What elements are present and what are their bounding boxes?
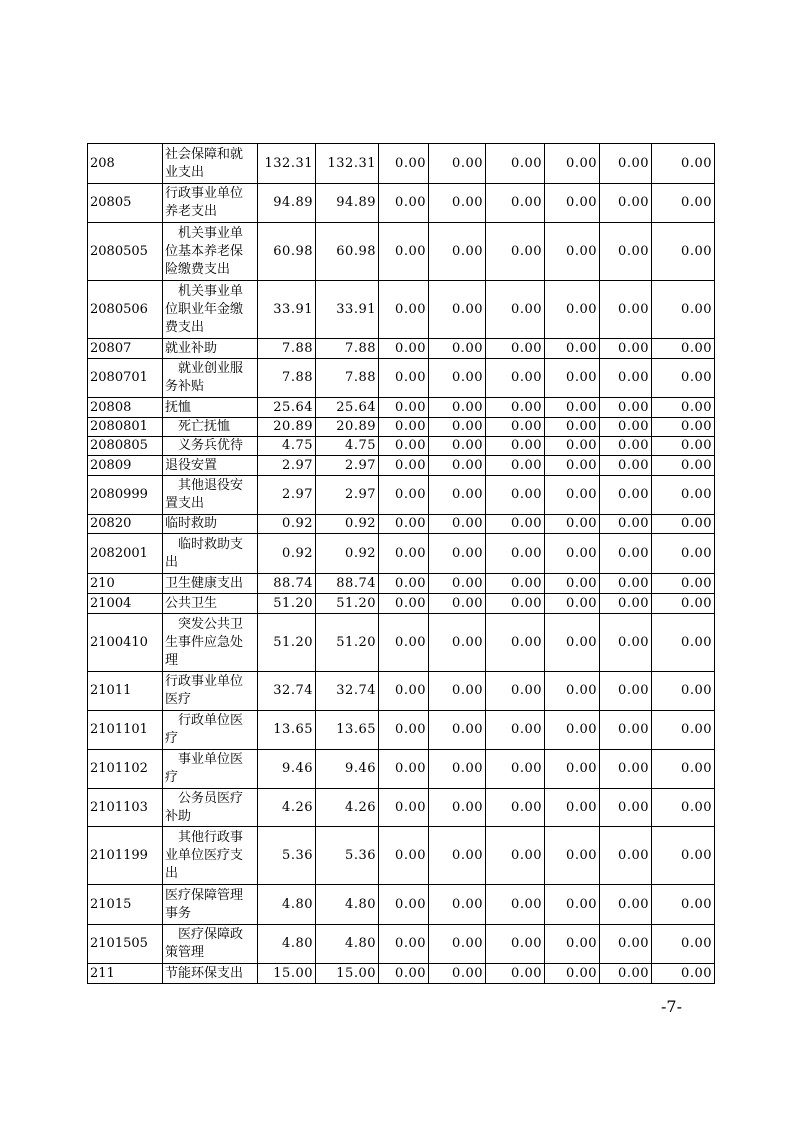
subject-code-cell: 2080801 [88,418,163,437]
amount-cell: 0.00 [545,339,600,359]
amount-cell: 94.89 [316,184,379,223]
subject-name-cell: 社会保障和就业支出 [163,144,258,184]
table-row [88,925,715,964]
subject-name-cell: 公共卫生 [163,594,258,614]
table-row [88,515,715,534]
subject-code-cell: 2080805 [88,437,163,456]
amount-cell: 0.00 [545,223,600,281]
amount-cell: 0.00 [486,672,545,711]
amount-cell: 32.74 [316,672,379,711]
amount-cell: 0.00 [379,418,429,437]
amount-cell: 0.00 [600,885,652,925]
amount-cell: 0.00 [652,925,715,964]
amount-cell: 0.00 [429,476,486,515]
amount-cell: 0.00 [379,614,429,672]
amount-cell: 0.00 [429,398,486,418]
amount-cell: 0.00 [379,184,429,223]
amount-cell: 0.92 [316,515,379,534]
amount-cell: 20.89 [258,418,316,437]
subject-code-cell: 20808 [88,398,163,418]
table-row [88,827,715,885]
amount-cell: 0.00 [652,885,715,925]
amount-cell: 0.00 [652,418,715,437]
amount-cell: 0.00 [379,398,429,418]
amount-cell: 0.00 [486,223,545,281]
subject-code-cell: 21011 [88,672,163,711]
amount-cell: 0.00 [652,281,715,339]
amount-cell: 132.31 [316,144,379,184]
amount-cell: 0.00 [486,574,545,594]
amount-cell: 0.00 [486,515,545,534]
amount-cell: 0.00 [486,398,545,418]
amount-cell: 0.00 [600,437,652,456]
amount-cell: 0.00 [379,534,429,574]
subject-code-cell: 2080701 [88,359,163,398]
table-row [88,437,715,456]
amount-cell: 0.00 [545,711,600,750]
table-row [88,223,715,281]
amount-cell: 0.00 [545,574,600,594]
budget-table [87,143,715,984]
amount-cell: 0.00 [429,574,486,594]
subject-code-cell: 20805 [88,184,163,223]
amount-cell: 0.00 [652,476,715,515]
amount-cell: 0.00 [600,184,652,223]
subject-code-cell: 2082001 [88,534,163,574]
subject-name-cell: 义务兵优待 [163,437,258,456]
amount-cell: 4.26 [316,789,379,827]
amount-cell: 25.64 [258,398,316,418]
amount-cell: 0.00 [379,281,429,339]
subject-code-cell: 2101102 [88,750,163,789]
subject-code-cell: 21015 [88,885,163,925]
amount-cell: 25.64 [316,398,379,418]
amount-cell: 0.00 [429,672,486,711]
amount-cell: 0.00 [600,574,652,594]
amount-cell: 4.80 [258,925,316,964]
amount-cell: 33.91 [258,281,316,339]
subject-code-cell: 2080505 [88,223,163,281]
subject-code-cell: 208 [88,144,163,184]
amount-cell: 0.92 [258,534,316,574]
amount-cell: 60.98 [258,223,316,281]
amount-cell: 0.00 [486,359,545,398]
amount-cell: 0.00 [429,925,486,964]
subject-name-cell: 卫生健康支出 [163,574,258,594]
amount-cell: 0.00 [545,437,600,456]
amount-cell: 0.00 [429,827,486,885]
amount-cell: 0.00 [545,594,600,614]
amount-cell: 0.00 [545,750,600,789]
amount-cell: 0.00 [600,789,652,827]
subject-code-cell: 2101199 [88,827,163,885]
subject-code-cell: 210 [88,574,163,594]
budget-table-body [88,144,715,984]
amount-cell: 0.00 [652,594,715,614]
amount-cell: 0.00 [600,144,652,184]
amount-cell: 0.00 [652,711,715,750]
amount-cell: 2.97 [258,476,316,515]
amount-cell: 0.00 [429,359,486,398]
table-row [88,359,715,398]
amount-cell: 0.00 [652,964,715,984]
amount-cell: 60.98 [316,223,379,281]
amount-cell: 0.00 [600,614,652,672]
amount-cell: 5.36 [316,827,379,885]
amount-cell: 0.00 [429,711,486,750]
amount-cell: 0.00 [545,281,600,339]
amount-cell: 0.00 [652,437,715,456]
amount-cell: 0.00 [545,885,600,925]
subject-name-cell: 事业单位医疗 [163,750,258,789]
amount-cell: 0.00 [545,398,600,418]
amount-cell: 0.00 [600,750,652,789]
amount-cell: 7.88 [316,339,379,359]
table-row [88,711,715,750]
amount-cell: 0.00 [379,885,429,925]
amount-cell: 4.75 [316,437,379,456]
table-row [88,964,715,984]
amount-cell: 0.00 [545,359,600,398]
amount-cell: 0.00 [600,672,652,711]
amount-cell: 0.00 [545,925,600,964]
amount-cell: 0.00 [429,964,486,984]
subject-name-cell: 就业补助 [163,339,258,359]
amount-cell: 0.00 [429,594,486,614]
amount-cell: 0.00 [652,339,715,359]
amount-cell: 0.00 [429,223,486,281]
subject-code-cell: 2101103 [88,789,163,827]
amount-cell: 51.20 [316,594,379,614]
amount-cell: 0.00 [379,711,429,750]
amount-cell: 0.00 [379,574,429,594]
subject-name-cell: 临时救助支出 [163,534,258,574]
amount-cell: 0.00 [600,964,652,984]
amount-cell: 33.91 [316,281,379,339]
amount-cell: 4.26 [258,789,316,827]
amount-cell: 132.31 [258,144,316,184]
subject-name-cell: 行政事业单位养老支出 [163,184,258,223]
amount-cell: 0.00 [600,359,652,398]
table-row [88,614,715,672]
amount-cell: 2.97 [316,476,379,515]
subject-code-cell: 2100410 [88,614,163,672]
amount-cell: 51.20 [316,614,379,672]
table-row [88,885,715,925]
amount-cell: 0.00 [545,534,600,574]
amount-cell: 0.00 [486,184,545,223]
amount-cell: 20.89 [316,418,379,437]
amount-cell: 9.46 [316,750,379,789]
amount-cell: 51.20 [258,594,316,614]
amount-cell: 0.00 [545,456,600,476]
amount-cell: 0.00 [486,614,545,672]
table-row [88,534,715,574]
amount-cell: 0.00 [379,515,429,534]
table-row [88,574,715,594]
amount-cell: 0.00 [379,339,429,359]
amount-cell: 9.46 [258,750,316,789]
amount-cell: 0.00 [600,476,652,515]
amount-cell: 0.00 [379,964,429,984]
subject-name-cell: 医疗保障政策管理 [163,925,258,964]
amount-cell: 0.00 [429,144,486,184]
amount-cell: 13.65 [258,711,316,750]
amount-cell: 0.00 [486,144,545,184]
amount-cell: 0.00 [652,456,715,476]
subject-code-cell: 20807 [88,339,163,359]
amount-cell: 2.97 [258,456,316,476]
amount-cell: 0.00 [379,827,429,885]
amount-cell: 0.00 [429,418,486,437]
amount-cell: 0.00 [486,925,545,964]
amount-cell: 0.00 [545,789,600,827]
table-row [88,789,715,827]
table-row [88,672,715,711]
amount-cell: 0.00 [486,476,545,515]
amount-cell: 0.00 [379,437,429,456]
amount-cell: 0.00 [600,223,652,281]
amount-cell: 0.00 [486,281,545,339]
amount-cell: 0.00 [545,964,600,984]
amount-cell: 0.00 [545,476,600,515]
amount-cell: 0.00 [652,144,715,184]
amount-cell: 0.00 [429,437,486,456]
amount-cell: 0.00 [600,398,652,418]
amount-cell: 0.00 [545,184,600,223]
amount-cell: 0.00 [486,339,545,359]
amount-cell: 0.00 [486,594,545,614]
amount-cell: 0.00 [600,711,652,750]
page-number: -7- [661,997,682,1016]
amount-cell: 4.75 [258,437,316,456]
amount-cell: 0.00 [486,711,545,750]
amount-cell: 0.00 [486,418,545,437]
amount-cell: 0.00 [429,281,486,339]
subject-name-cell: 临时救助 [163,515,258,534]
amount-cell: 5.36 [258,827,316,885]
amount-cell: 0.00 [379,925,429,964]
amount-cell: 0.00 [600,515,652,534]
amount-cell: 0.00 [429,339,486,359]
amount-cell: 0.00 [652,184,715,223]
amount-cell: 0.00 [652,223,715,281]
amount-cell: 0.00 [429,456,486,476]
amount-cell: 0.00 [600,281,652,339]
amount-cell: 0.00 [600,827,652,885]
subject-code-cell: 211 [88,964,163,984]
amount-cell: 0.00 [486,534,545,574]
amount-cell: 0.00 [600,925,652,964]
amount-cell: 0.00 [600,534,652,574]
amount-cell: 13.65 [316,711,379,750]
amount-cell: 0.00 [652,574,715,594]
amount-cell: 0.00 [600,418,652,437]
amount-cell: 0.00 [545,418,600,437]
table-row [88,398,715,418]
amount-cell: 0.00 [429,534,486,574]
amount-cell: 0.00 [545,144,600,184]
amount-cell: 0.00 [545,672,600,711]
amount-cell: 0.00 [429,614,486,672]
amount-cell: 0.92 [316,534,379,574]
amount-cell: 0.00 [600,339,652,359]
amount-cell: 0.00 [652,534,715,574]
amount-cell: 0.92 [258,515,316,534]
subject-name-cell: 医疗保障管理事务 [163,885,258,925]
table-row [88,456,715,476]
amount-cell: 0.00 [429,184,486,223]
amount-cell: 88.74 [316,574,379,594]
amount-cell: 51.20 [258,614,316,672]
table-row [88,594,715,614]
table-row [88,339,715,359]
amount-cell: 2.97 [316,456,379,476]
subject-name-cell: 退役安置 [163,456,258,476]
amount-cell: 0.00 [652,515,715,534]
amount-cell: 15.00 [258,964,316,984]
amount-cell: 4.80 [316,925,379,964]
subject-name-cell: 行政事业单位医疗 [163,672,258,711]
subject-name-cell: 机关事业单位基本养老保险缴费支出 [163,223,258,281]
subject-name-cell: 突发公共卫生事件应急处理 [163,614,258,672]
amount-cell: 0.00 [379,456,429,476]
amount-cell: 0.00 [429,750,486,789]
amount-cell: 0.00 [486,964,545,984]
amount-cell: 0.00 [379,672,429,711]
subject-code-cell: 20809 [88,456,163,476]
subject-name-cell: 其他退役安置支出 [163,476,258,515]
amount-cell: 0.00 [379,476,429,515]
table-row [88,144,715,184]
amount-cell: 0.00 [486,827,545,885]
amount-cell: 32.74 [258,672,316,711]
amount-cell: 0.00 [379,750,429,789]
amount-cell: 0.00 [600,594,652,614]
table-row [88,184,715,223]
amount-cell: 0.00 [379,359,429,398]
subject-name-cell: 节能环保支出 [163,964,258,984]
amount-cell: 0.00 [486,750,545,789]
amount-cell: 0.00 [652,359,715,398]
amount-cell: 7.88 [258,339,316,359]
subject-name-cell: 死亡抚恤 [163,418,258,437]
amount-cell: 7.88 [258,359,316,398]
amount-cell: 0.00 [429,515,486,534]
subject-code-cell: 21004 [88,594,163,614]
subject-code-cell: 2080999 [88,476,163,515]
subject-code-cell: 2101101 [88,711,163,750]
amount-cell: 0.00 [379,223,429,281]
subject-name-cell: 抚恤 [163,398,258,418]
amount-cell: 88.74 [258,574,316,594]
amount-cell: 0.00 [652,614,715,672]
amount-cell: 0.00 [379,594,429,614]
amount-cell: 4.80 [316,885,379,925]
amount-cell: 15.00 [316,964,379,984]
amount-cell: 0.00 [652,750,715,789]
subject-name-cell: 机关事业单位职业年金缴费支出 [163,281,258,339]
amount-cell: 0.00 [545,614,600,672]
amount-cell: 94.89 [258,184,316,223]
subject-name-cell: 行政单位医疗 [163,711,258,750]
amount-cell: 0.00 [486,789,545,827]
subject-code-cell: 20820 [88,515,163,534]
amount-cell: 0.00 [652,827,715,885]
subject-name-cell: 其他行政事业单位医疗支出 [163,827,258,885]
amount-cell: 0.00 [379,144,429,184]
amount-cell: 0.00 [486,885,545,925]
amount-cell: 0.00 [486,437,545,456]
amount-cell: 0.00 [545,515,600,534]
table-row [88,750,715,789]
amount-cell: 0.00 [600,456,652,476]
table-row [88,418,715,437]
subject-name-cell: 公务员医疗补助 [163,789,258,827]
subject-name-cell: 就业创业服务补贴 [163,359,258,398]
amount-cell: 0.00 [486,456,545,476]
amount-cell: 0.00 [429,885,486,925]
amount-cell: 0.00 [652,789,715,827]
amount-cell: 0.00 [652,672,715,711]
amount-cell: 0.00 [379,789,429,827]
table-row [88,281,715,339]
table-row [88,476,715,515]
amount-cell: 0.00 [652,398,715,418]
amount-cell: 0.00 [545,827,600,885]
subject-code-cell: 2101505 [88,925,163,964]
amount-cell: 7.88 [316,359,379,398]
amount-cell: 0.00 [429,789,486,827]
amount-cell: 4.80 [258,885,316,925]
subject-code-cell: 2080506 [88,281,163,339]
